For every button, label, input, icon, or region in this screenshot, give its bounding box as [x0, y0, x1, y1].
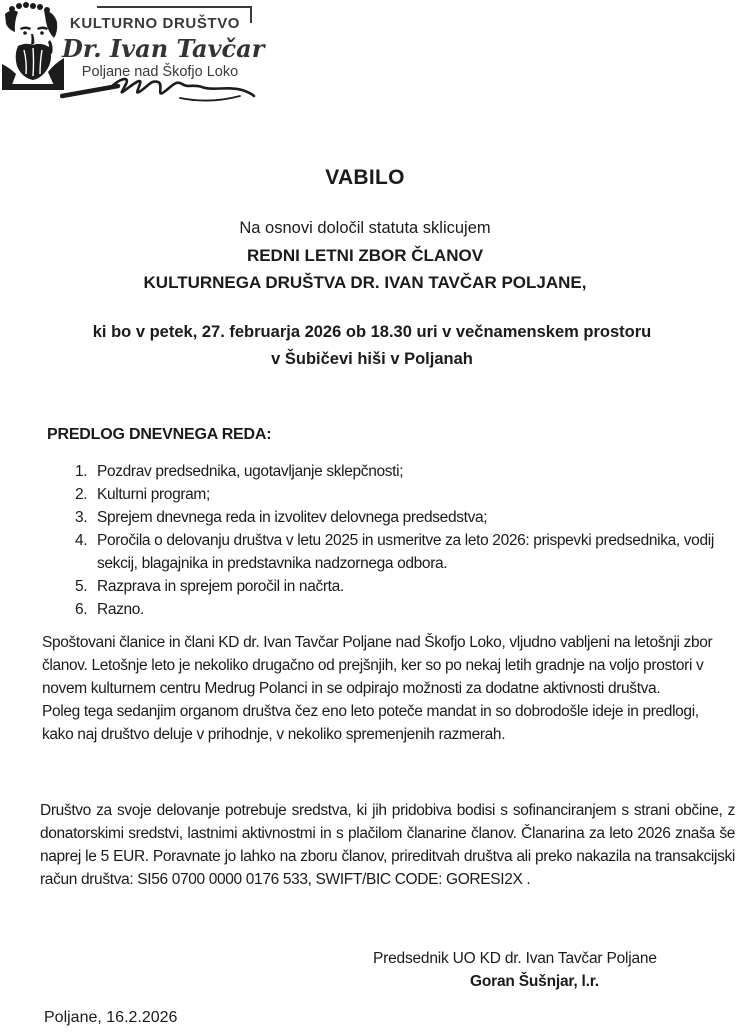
agenda-item-number: 4.	[75, 532, 88, 549]
event-details-block	[0, 319, 744, 373]
agenda-item-number: 5.	[75, 578, 88, 595]
paragraph-mandate: Poleg tega sedanjim organom društva čez eno leto poteče mandat in so dobrodošle ideje in predlogi, kako naj društvo deluje v prihodnje, v nekoliko spremenjenih razmerah.	[42, 703, 699, 743]
agenda-item-number: 2.	[75, 486, 88, 503]
signature-name-line: Goran Šušnjar, l.r.	[470, 973, 599, 990]
logo-person-name: Dr. Ivan Tavčar	[62, 34, 265, 63]
agenda-item-text: Razprava in sprejem poročil in načrta.	[97, 578, 344, 595]
agenda-item-text: Pozdrav predsednika, ugotavljanje sklepčnosti;	[97, 463, 404, 480]
agenda-item	[75, 598, 735, 621]
agenda-item	[75, 575, 735, 598]
place-and-date: Poljane, 16.2.2026	[44, 1009, 178, 1026]
agenda-item-text: Sprejem dnevnega reda in izvolitev delovnega predsedstva;	[97, 509, 488, 526]
agenda-item-number: 1.	[75, 463, 88, 480]
agenda-item-number: 6.	[75, 601, 88, 618]
agenda-item	[75, 506, 735, 529]
agenda-item	[75, 529, 735, 575]
meeting-org-line: KULTURNEGA DRUŠTVA DR. IVAN TAVČAR POLJANE,	[143, 273, 587, 292]
paragraph-welcome: Spoštovani članice in člani KD dr. Ivan Tavčar Poljane nad Škofjo Loko, vljudno vabljeni na letošnji zbor članov. Letošnje leto je nekoliko drugačno od prejšnjih, ker so po nekaj letih gradnje na voljo prostori v novem kulturnem centru Medrug Polanci in se odpirajo možnosti za dodatne aktivnosti društva.	[42, 634, 713, 697]
logo-place-name: Poljane nad Škofjo Loko	[81, 64, 239, 80]
agenda-item-number: 3.	[75, 509, 88, 526]
meeting-title-line: REDNI LETNI ZBOR ČLANOV	[246, 246, 484, 265]
letterhead-logo	[2, 2, 265, 112]
agenda-item-text: Razno.	[97, 601, 145, 618]
signature-role-line: Predsednik UO KD dr. Ivan Tavčar Poljane	[373, 950, 657, 967]
event-date-line: ki bo v petek, 27. februarja 2026 ob 18.30 uri v večnamenskem prostoru	[92, 323, 652, 341]
intro-block	[0, 215, 730, 296]
logo-org-name: KULTURNO DRUŠTVO	[69, 15, 241, 32]
paragraph-membership-fee: Društvo za svoje delovanje potrebuje sredstva, ki jih pridobiva bodisi s sofinanciranjem s strani občine, z donatorskimi sredstvi, lastnimi aktivnostmi in s plačilom članarine članov. Članarina za leto 2026 znaša še naprej le 5 EUR. Poravnate jo lahko na zboru članov, prireditvah društva ali preko nakazila na transakcijski račun društva: SI56 0700 0000 0176 533, SWIFT/BIC CODE: GORESI2X .	[40, 802, 735, 888]
agenda-item	[75, 460, 735, 483]
logo-signature-flourish	[60, 74, 256, 110]
agenda-heading: PREDLOG DNEVNEGA REDA:	[47, 426, 272, 443]
agenda-item	[75, 483, 735, 506]
agenda-item-text: Poročila o delovanju društva v letu 2025 in usmeritve za leto 2026: prispevki predsednika, vodij sekcij, blagajnika in predstavnika nadzornega odbora.	[97, 532, 714, 572]
agenda-list	[75, 460, 735, 621]
tavcar-portrait-image	[2, 2, 64, 90]
agenda-item-text: Kulturni program;	[97, 486, 210, 503]
page-title: VABILO	[325, 166, 405, 189]
intro-line: Na osnovi določil statuta sklicujem	[239, 219, 491, 237]
event-place-line: v Šubičevi hiši v Poljanah	[271, 350, 473, 368]
invitation-paragraphs	[42, 631, 716, 746]
